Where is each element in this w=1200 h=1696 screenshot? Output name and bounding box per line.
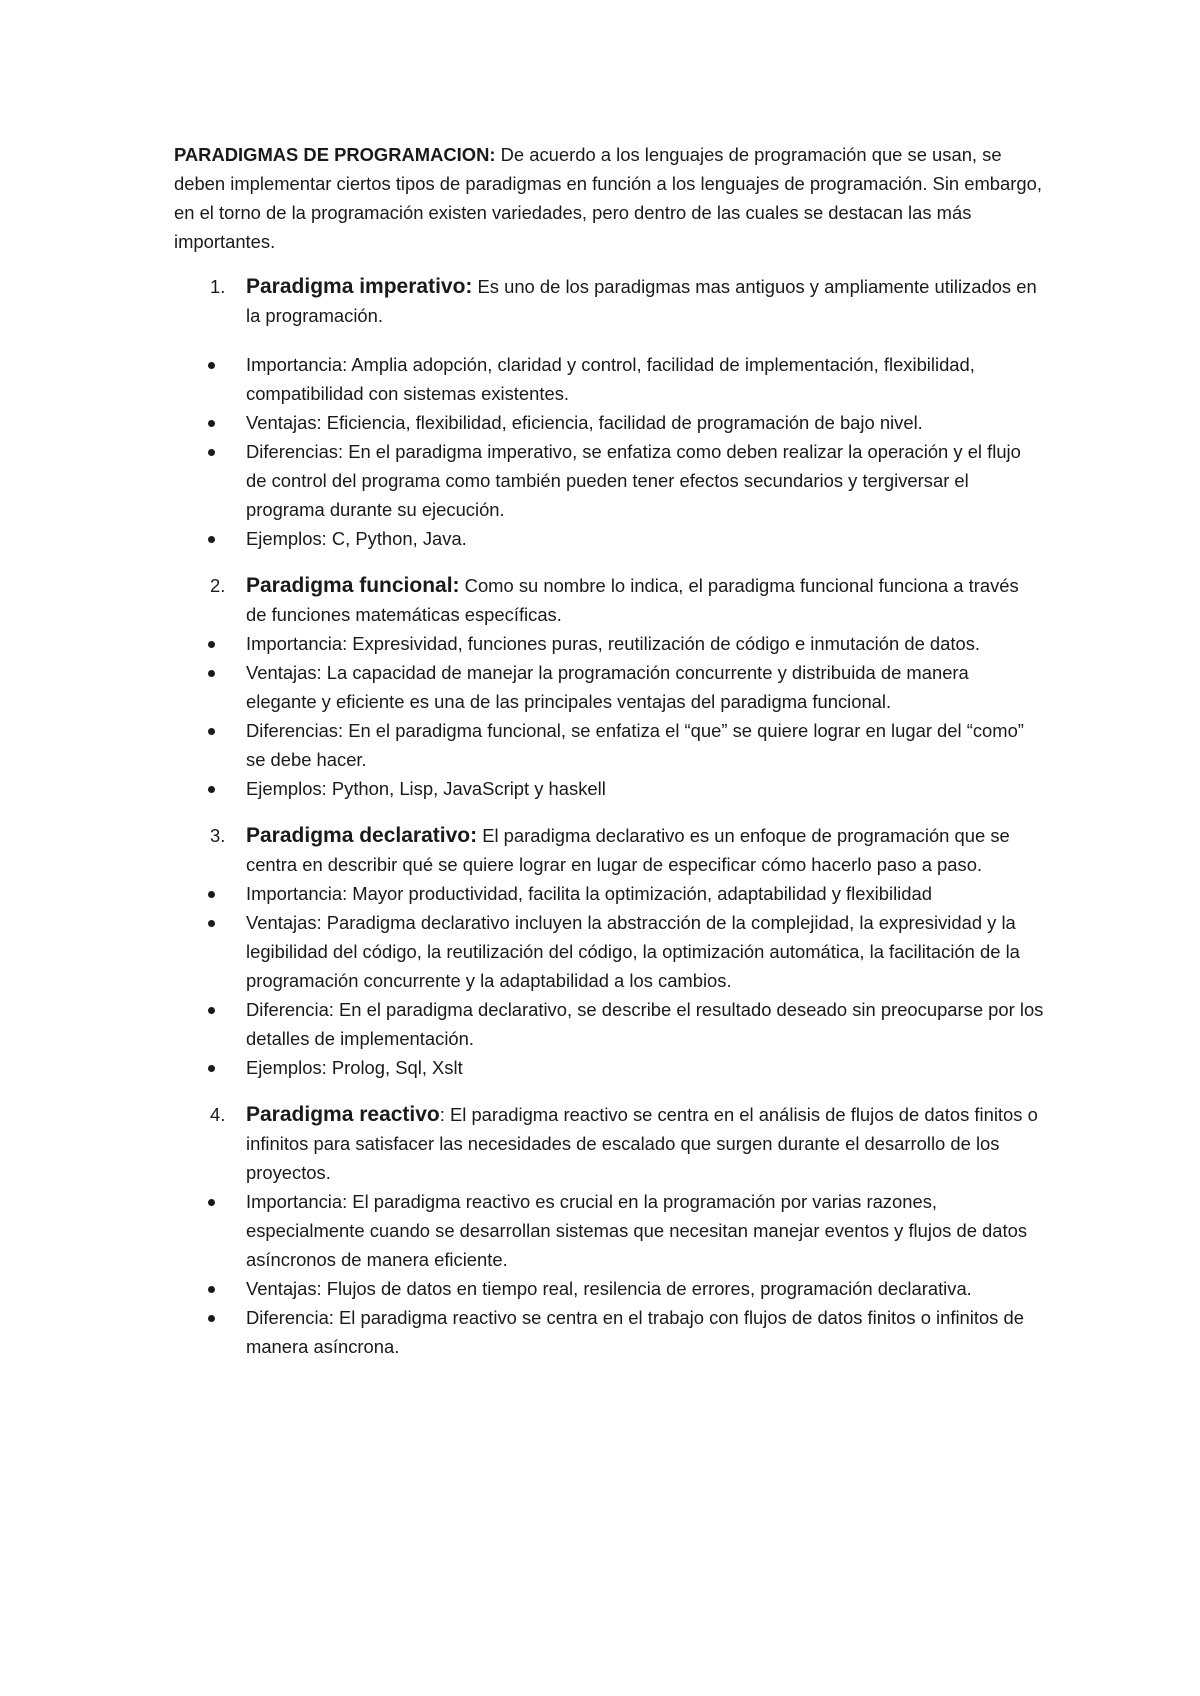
bullet-text: Ventajas: La capacidad de manejar la programación concurrente y distribuida de manera elegante y eficiente es una de las principales ventajas del paradigma funcional.	[246, 662, 969, 712]
section-reactive	[174, 1100, 1044, 1361]
list-item	[174, 716, 1044, 774]
bullet-icon	[208, 891, 215, 898]
section-title: Paradigma imperativo:	[246, 275, 473, 298]
list-item	[174, 658, 1044, 716]
bullet-icon	[208, 362, 215, 369]
bullet-list	[174, 1187, 1044, 1361]
bullet-text: Importancia: Mayor productividad, facilita la optimización, adaptabilidad y flexibilidad	[246, 883, 932, 904]
bullet-icon	[208, 1199, 215, 1206]
section-heading	[174, 571, 1044, 629]
section-description: El paradigma declarativo es un enfoque de programación que se centra en describir qué se quiere lograr en lugar de especificar cómo hacerlo paso a paso.	[246, 825, 1010, 875]
bullet-text: Importancia: Expresividad, funciones puras, reutilización de código e inmutación de datos.	[246, 633, 981, 654]
bullet-text: Ventajas: Flujos de datos en tiempo real, resilencia de errores, programación declarativa.	[246, 1278, 972, 1299]
intro-text: De acuerdo a los lenguajes de programación que se usan, se deben implementar ciertos tipos de paradigmas en función a los lenguajes de programación. Sin embargo, en el torno de la programación existen variedades, pero dentro de las cuales se destacan las más importantes.	[174, 144, 1042, 252]
bullet-icon	[208, 1286, 215, 1293]
bullet-text: Diferencia: El paradigma reactivo se centra en el trabajo con flujos de datos finitos o infinitos de manera asíncrona.	[246, 1307, 1024, 1357]
section-title: Paradigma funcional:	[246, 574, 460, 597]
section-number: 4.	[210, 1104, 226, 1125]
section-description: Es uno de los paradigmas mas antiguos y ampliamente utilizados en la programación.	[246, 276, 1037, 326]
bullet-icon	[208, 1315, 215, 1322]
bullet-icon	[208, 449, 215, 456]
bullet-icon	[208, 786, 215, 793]
bullet-text: Ejemplos: Python, Lisp, JavaScript y haskell	[246, 778, 606, 799]
bullet-icon	[208, 1065, 215, 1072]
section-title: Paradigma declarativo:	[246, 824, 478, 847]
list-item	[174, 908, 1044, 995]
bullet-text: Diferencias: En el paradigma imperativo, se enfatiza como deben realizar la operación y el flujo de control del programa como también pueden tener efectos secundarios y tergiversar el programa durante su ejecución.	[246, 441, 1021, 520]
list-item	[174, 879, 1044, 908]
bullet-icon	[208, 728, 215, 735]
section-number: 1.	[210, 276, 226, 297]
list-item	[174, 408, 1044, 437]
document-title: PARADIGMAS DE PROGRAMACION:	[174, 144, 496, 165]
section-number: 2.	[210, 575, 226, 596]
list-item	[174, 1053, 1044, 1082]
section-number: 3.	[210, 825, 226, 846]
section-functional	[174, 571, 1044, 803]
bullet-icon	[208, 670, 215, 677]
list-item	[174, 995, 1044, 1053]
bullet-list	[174, 350, 1044, 553]
list-item	[174, 1274, 1044, 1303]
list-item	[174, 774, 1044, 803]
bullet-text: Ejemplos: Prolog, Sql, Xslt	[246, 1057, 463, 1078]
bullet-text: Ventajas: Paradigma declarativo incluyen la abstracción de la complejidad, la expresividad y la legibilidad del código, la reutilización del código, la optimización automática, la facilitación de la programación concurrente y la adaptabilidad a los cambios.	[246, 912, 1020, 991]
bullet-text: Diferencias: En el paradigma funcional, se enfatiza el “que” se quiere lograr en lugar del “como” se debe hacer.	[246, 720, 1024, 770]
list-item	[174, 524, 1044, 553]
intro-paragraph	[174, 140, 1044, 256]
bullet-text: Diferencia: En el paradigma declarativo, se describe el resultado deseado sin preocuparse por los detalles de implementación.	[246, 999, 1044, 1049]
section-title: Paradigma reactivo	[246, 1103, 440, 1126]
bullet-list	[174, 879, 1044, 1082]
document-page	[174, 140, 1044, 1361]
section-heading	[174, 272, 1044, 330]
list-item	[174, 350, 1044, 408]
bullet-list	[174, 629, 1044, 803]
section-description: : El paradigma reactivo se centra en el análisis de flujos de datos finitos o infinitos para satisfacer las necesidades de escalado que surgen durante el desarrollo de los proyectos.	[246, 1104, 1038, 1183]
section-heading	[174, 821, 1044, 879]
section-imperative	[174, 272, 1044, 553]
bullet-text: Ejemplos: C, Python, Java.	[246, 528, 467, 549]
list-item	[174, 1303, 1044, 1361]
list-item	[174, 629, 1044, 658]
bullet-icon	[208, 536, 215, 543]
bullet-icon	[208, 920, 215, 927]
bullet-icon	[208, 420, 215, 427]
section-declarative	[174, 821, 1044, 1082]
bullet-text: Ventajas: Eficiencia, flexibilidad, eficiencia, facilidad de programación de bajo nivel.	[246, 412, 923, 433]
list-item	[174, 437, 1044, 524]
bullet-text: Importancia: El paradigma reactivo es crucial en la programación por varias razones, especialmente cuando se desarrollan sistemas que necesitan manejar eventos y flujos de datos asíncronos de manera eficiente.	[246, 1191, 1028, 1270]
list-item	[174, 1187, 1044, 1274]
bullet-icon	[208, 1007, 215, 1014]
section-heading	[174, 1100, 1044, 1187]
bullet-icon	[208, 641, 215, 648]
bullet-text: Importancia: Amplia adopción, claridad y control, facilidad de implementación, flexibilidad, compatibilidad con sistemas existentes.	[246, 354, 975, 404]
section-description: Como su nombre lo indica, el paradigma funcional funciona a través de funciones matemáticas específicas.	[246, 575, 1019, 625]
